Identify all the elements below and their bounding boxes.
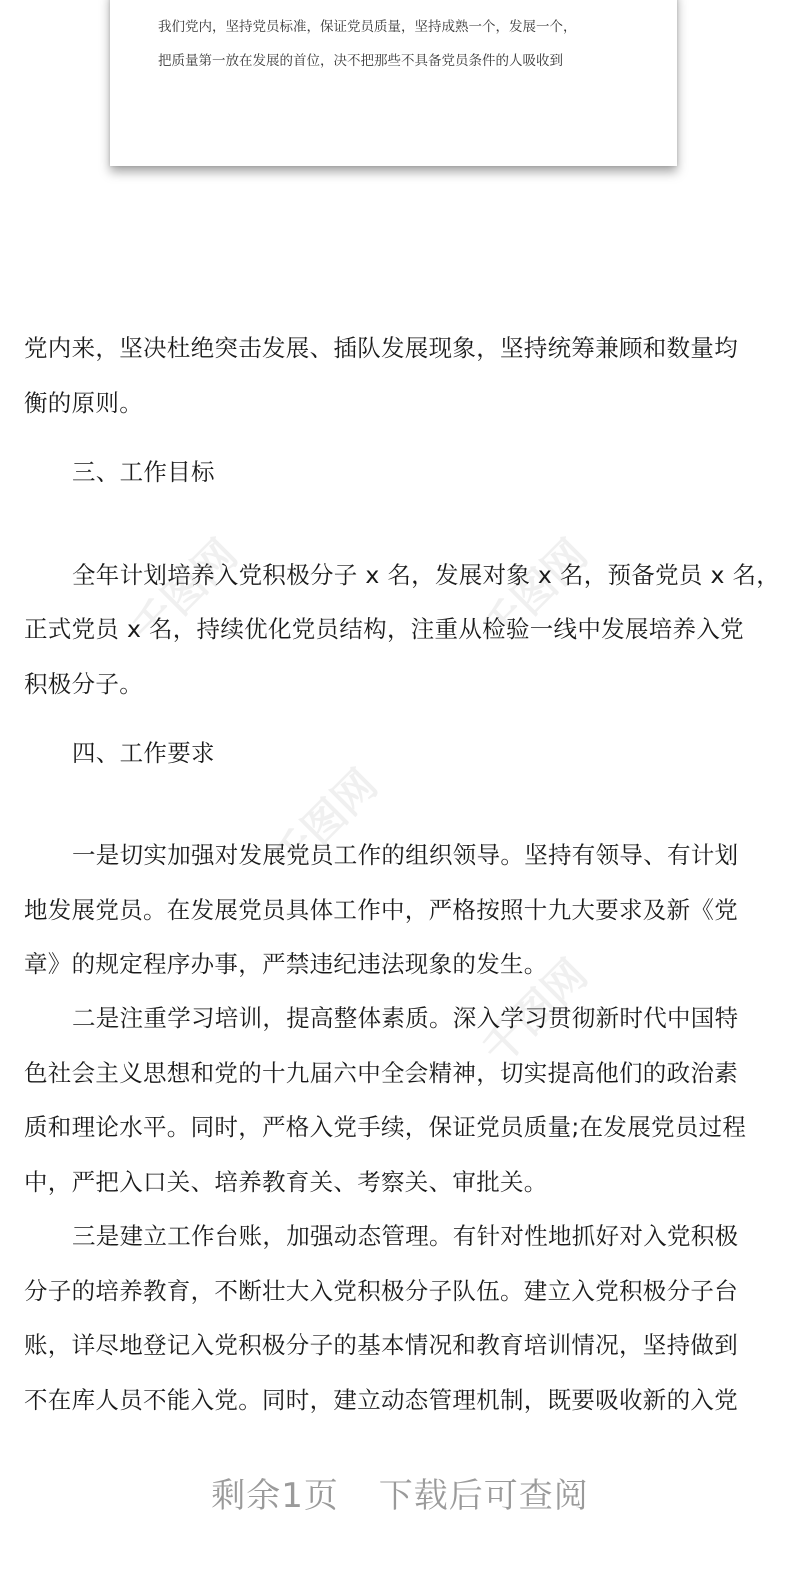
paragraph-line: 积极分子。 [24,670,143,698]
paragraph-line: 二是注重学习培训，提高整体素质。深入学习贯彻新时代中国特 [72,1004,739,1032]
section-heading: 三、工作目标 [72,458,215,486]
paragraph-line: 正式党员 x 名，持续优化党员结构，注重从检验一线中发展培养入党 [24,615,744,643]
paragraph-line: 三是建立工作台账，加强动态管理。有针对性地抓好对入党积极 [72,1222,739,1250]
paragraph-line: 质和理论水平。同时，严格入党手续，保证党员质量;在发展党员过程 [24,1113,747,1141]
preview-line: 我们党内，坚持党员标准，保证党员质量，坚持成熟一个，发展一个， [158,19,577,35]
download-prompt[interactable] [0,1468,800,1517]
paragraph-line: 分子的培养教育，不断壮大入党积极分子队伍。建立入党积极分子台 [24,1277,738,1305]
paragraph-line: 一是切实加强对发展党员工作的组织领导。坚持有领导、有计划 [72,841,739,869]
watermark: 千图网 [472,529,597,654]
paragraph-line: 全年计划培养入党积极分子 x 名，发展对象 x 名，预备党员 x 名， [72,561,781,589]
paragraph-line: 不在库人员不能入党。同时，建立动态管理机制，既要吸收新的入党 [24,1386,738,1414]
paragraph-line: 中，严把入口关、培养教育关、考察关、审批关。 [24,1168,548,1196]
paragraph-line: 账，详尽地登记入党积极分子的基本情况和教育培训情况，坚持做到 [24,1331,738,1359]
paragraph-line: 章》的规定程序办事，严禁违纪违法现象的发生。 [24,950,548,978]
watermark: 千图网 [122,529,247,654]
document-preview-card [110,0,677,166]
paragraph-line: 地发展党员。在发展党员具体工作中，严格按照十九大要求及新《党 [24,896,738,924]
paragraph-line: 党内来，坚决杜绝突击发展、插队发展现象，坚持统筹兼顾和数量均 [24,334,738,362]
watermark: 千图网 [262,759,387,884]
preview-line: 把质量第一放在发展的首位，决不把那些不具备党员条件的人吸收到 [158,53,563,69]
paragraph-line: 色社会主义思想和党的十九届六中全会精神，切实提高他们的政治素 [24,1059,738,1087]
paragraph-line: 衡的原则。 [24,389,143,417]
section-heading: 四、工作要求 [72,739,215,767]
remaining-pages-label: 剩余1页 [211,1476,339,1516]
watermark: 千图网 [472,949,597,1074]
download-hint-label: 下载后可查阅 [378,1476,589,1516]
